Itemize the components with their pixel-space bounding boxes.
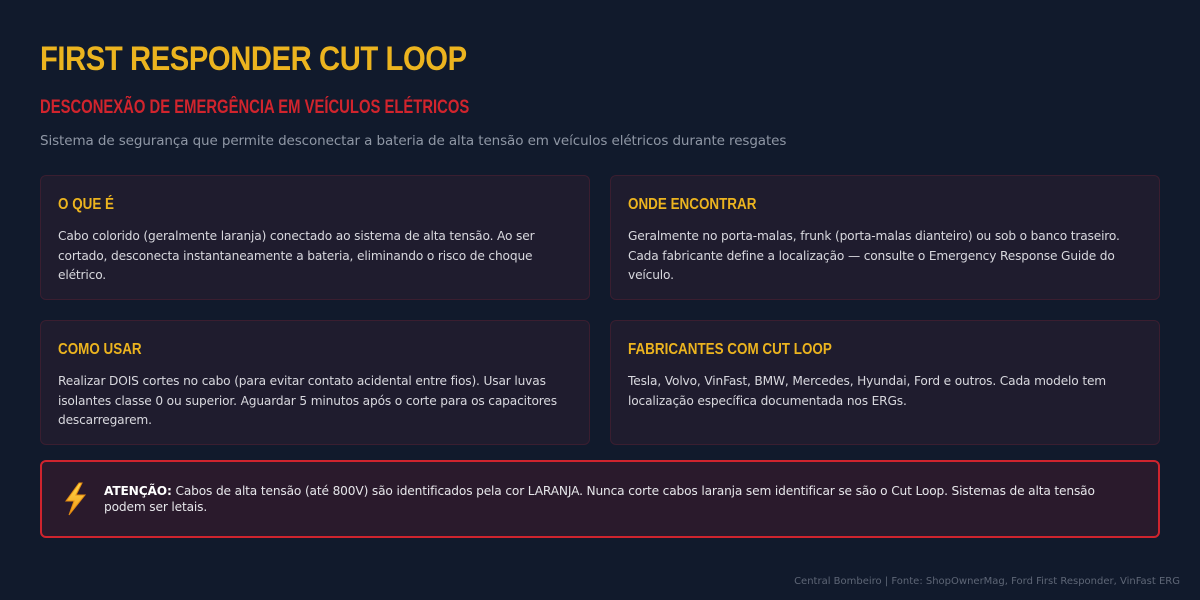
page-subtitle: DESCONEXÃO DE EMERGÊNCIA EM VEÍCULOS ELÉTRICOS bbox=[40, 97, 470, 118]
warning-label: ATENÇÃO: bbox=[104, 484, 172, 498]
card-body: Tesla, Volvo, VinFast, BMW, Mercedes, Hyundai, Ford e outros. Cada modelo tem localização específica documentada nos ERGs. bbox=[628, 374, 1107, 408]
card-title: O QUE É bbox=[58, 196, 115, 213]
warning-alert bbox=[40, 460, 1160, 538]
card-body: Realizar DOIS cortes no cabo (para evitar contato acidental entre fios). Usar luvas isolantes classe 0 ou superior. Aguardar 5 minutos após o corte para os capacitores descarregarem. bbox=[58, 374, 557, 427]
warning-message: Cabos de alta tensão (até 800V) são identificados pela cor LARANJA. Nunca corte cabos laranja sem identificar se são o Cut Loop. Sistemas de alta tensão podem ser letais. bbox=[104, 484, 1095, 514]
warning-text bbox=[104, 483, 1140, 515]
card-como-usar bbox=[40, 320, 590, 445]
card-body: Cabo colorido (geralmente laranja) conectado ao sistema de alta tensão. Ao ser cortado, desconecta instantaneamente a bateria, eliminando o risco de choque elétrico. bbox=[58, 229, 535, 282]
lightning-icon bbox=[60, 482, 90, 516]
card-title: ONDE ENCONTRAR bbox=[628, 196, 757, 213]
card-o-que-e bbox=[40, 175, 590, 300]
footer-credits: Central Bombeiro | Fonte: ShopOwnerMag, Ford First Responder, VinFast ERG bbox=[794, 576, 1180, 587]
page-description: Sistema de segurança que permite desconectar a bateria de alta tensão em veículos elétricos durante resgates bbox=[40, 133, 787, 149]
card-fabricantes bbox=[610, 320, 1160, 445]
card-body: Geralmente no porta-malas, frunk (porta-malas dianteiro) ou sob o banco traseiro. Cada fabricante define a localização — consulte o Emergency Response Guide do veículo. bbox=[628, 229, 1120, 282]
card-title: COMO USAR bbox=[58, 341, 142, 358]
card-title: FABRICANTES COM CUT LOOP bbox=[628, 341, 832, 358]
card-onde-encontrar bbox=[610, 175, 1160, 300]
page-title: FIRST RESPONDER CUT LOOP bbox=[40, 40, 467, 78]
